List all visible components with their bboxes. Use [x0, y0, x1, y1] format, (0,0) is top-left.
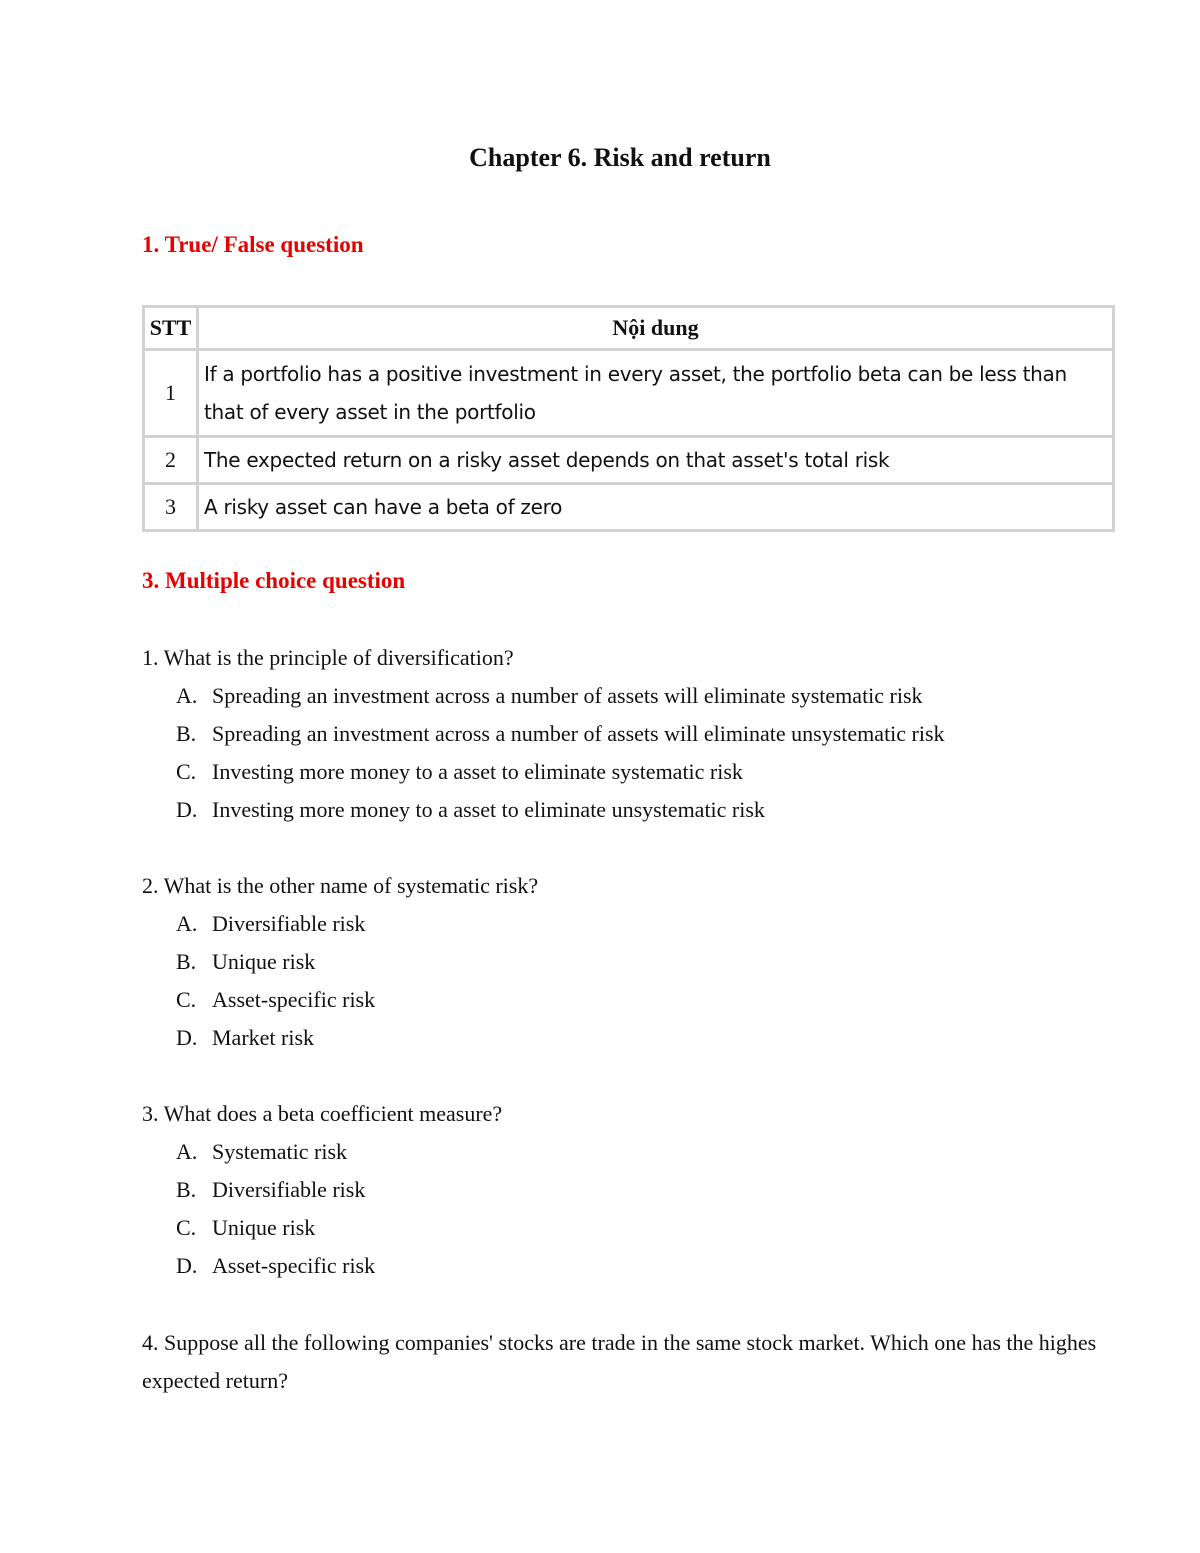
- row-number: 1: [144, 350, 198, 437]
- answer-option-d: [142, 791, 945, 829]
- question-1: [142, 639, 945, 829]
- answer-option-a: [142, 1133, 502, 1171]
- table-row: [144, 350, 1114, 437]
- option-text: Diversifiable risk: [212, 911, 366, 936]
- option-letter: A.: [176, 1139, 198, 1164]
- option-letter: A.: [176, 911, 198, 936]
- column-header-stt: STT: [144, 307, 198, 350]
- option-text: Investing more money to a asset to eliminate unsystematic risk: [212, 797, 765, 822]
- column-header-content: Nội dung: [198, 307, 1114, 350]
- option-text: Market risk: [212, 1025, 315, 1050]
- option-text: Asset-specific risk: [212, 987, 376, 1012]
- table-row: [144, 484, 1114, 531]
- option-text: Investing more money to a asset to eliminate systematic risk: [212, 759, 743, 784]
- option-text: Unique risk: [212, 949, 316, 974]
- option-letter: D.: [176, 1253, 198, 1278]
- row-statement: The expected return on a risky asset depends on that asset's total risk: [198, 437, 1114, 484]
- answer-option-a: [142, 677, 945, 715]
- question-stem: 3. What does a beta coefficient measure?: [142, 1101, 503, 1126]
- answer-option-d: [142, 1019, 538, 1057]
- option-text: Asset-specific risk: [212, 1253, 376, 1278]
- question-4: [142, 1324, 1117, 1400]
- option-letter: C.: [176, 987, 197, 1012]
- answer-option-c: [142, 1209, 502, 1247]
- question-stem: 1. What is the principle of diversification?: [142, 645, 514, 670]
- answer-option-b: [142, 715, 945, 753]
- page-title: Chapter 6. Risk and return: [469, 143, 771, 172]
- answer-option-b: [142, 943, 538, 981]
- option-letter: B.: [176, 1177, 197, 1202]
- answer-option-a: [142, 905, 538, 943]
- option-letter: B.: [176, 949, 197, 974]
- option-text: Diversifiable risk: [212, 1177, 366, 1202]
- table-header-row: [144, 307, 1114, 350]
- option-text: Spreading an investment across a number of assets will eliminate systematic risk: [212, 683, 923, 708]
- option-letter: C.: [176, 759, 197, 784]
- option-letter: A.: [176, 683, 198, 708]
- question-stem: 2. What is the other name of systematic risk?: [142, 873, 539, 898]
- answer-option-d: [142, 1247, 502, 1285]
- answer-option-c: [142, 753, 945, 791]
- option-letter: D.: [176, 797, 198, 822]
- option-text: Systematic risk: [212, 1139, 348, 1164]
- row-statement: A risky asset can have a beta of zero: [198, 484, 1114, 531]
- question-3: [142, 1095, 502, 1285]
- true-false-table: [142, 305, 1115, 532]
- true-false-heading: 1. True/ False question: [142, 232, 364, 257]
- row-number: 2: [144, 437, 198, 484]
- multiple-choice-heading: 3. Multiple choice question: [142, 568, 406, 593]
- question-stem: 4. Suppose all the following companies' stocks are trade in the same stock market. Which one has the highes expected return?: [142, 1330, 1097, 1393]
- answer-option-b: [142, 1171, 502, 1209]
- option-letter: B.: [176, 721, 197, 746]
- option-text: Spreading an investment across a number of assets will eliminate unsystematic risk: [212, 721, 945, 746]
- option-text: Unique risk: [212, 1215, 316, 1240]
- option-letter: D.: [176, 1025, 198, 1050]
- row-number: 3: [144, 484, 198, 531]
- question-2: [142, 867, 538, 1057]
- row-statement: If a portfolio has a positive investment in every asset, the portfolio beta can be less than that of every asset in the portfolio: [198, 350, 1114, 437]
- table-row: [144, 437, 1114, 484]
- answer-option-c: [142, 981, 538, 1019]
- option-letter: C.: [176, 1215, 197, 1240]
